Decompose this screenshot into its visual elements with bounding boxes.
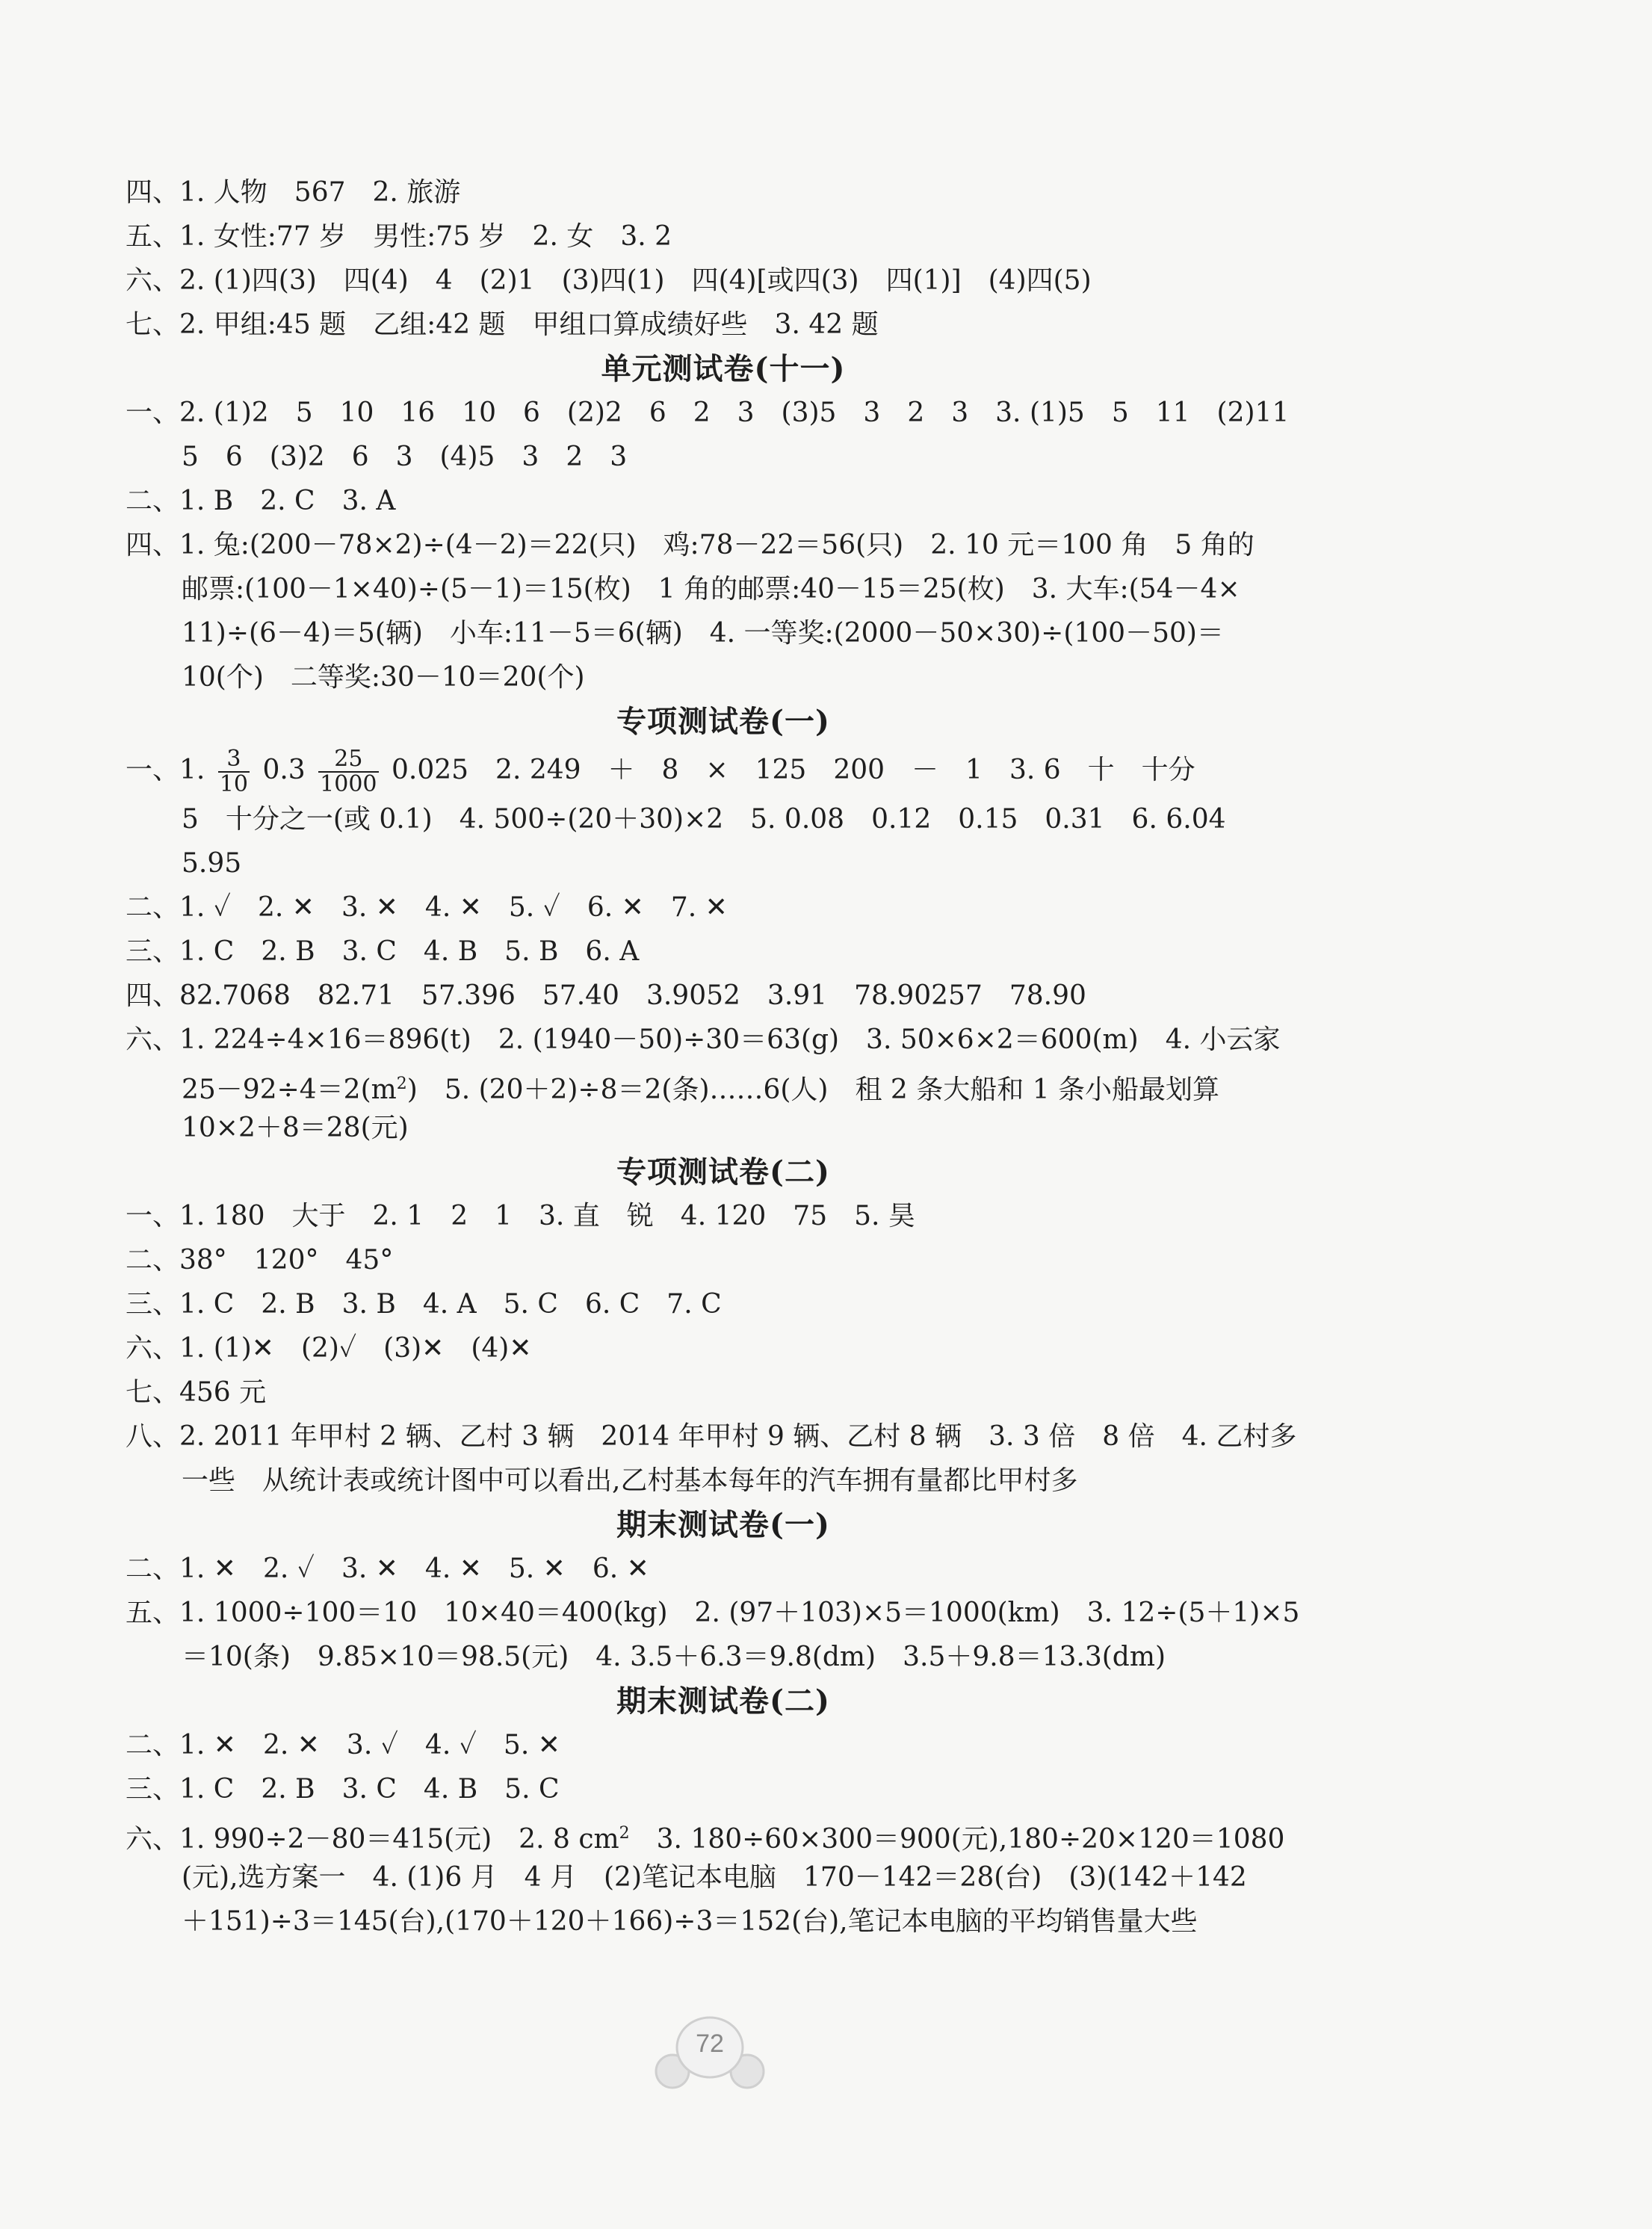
answer-line: 三、1. C 2. B 3. B 4. A 5. C 6. C 7. C (126, 1289, 722, 1320)
answer-line: 一、2. (1)2 5 10 16 10 6 (2)2 6 2 3 (3)5 3 2 3 3. (1)5 5 11 (2)11 (126, 398, 1290, 428)
fraction (318, 747, 378, 797)
answer-line: ＝10(条) 9.85×10＝98.5(元) 4. 3.5＋6.3＝9.8(dm) 3.5＋9.8＝13.3(dm) (182, 1642, 1166, 1672)
answer-line: 四、1. 兔:(200－78×2)÷(4－2)＝22(只) 鸡:78－22＝56(只) 2. 10 元＝100 角 5 角的 (126, 530, 1255, 560)
answer-line: 二、1. B 2. C 3. A (126, 486, 396, 516)
answer-line: 10(个) 二等奖:30－10＝20(个) (182, 662, 585, 693)
answer-line: 四、82.7068 82.71 57.396 57.40 3.9052 3.91 78.90257 78.90 (126, 980, 1086, 1011)
answer-line: 三、1. C 2. B 3. C 4. B 5. C (126, 1774, 560, 1805)
answer-line: 10×2＋8＝28(元) (182, 1113, 409, 1143)
answer-line: 5 十分之一(或 0.1) 4. 500÷(20＋30)×2 5. 0.08 0.12 0.15 0.31 6. 6.04 (182, 804, 1226, 835)
answer-line: 二、1. ✕ 2. ✕ 3. ✓ 4. ✓ 5. ✕ (126, 1730, 560, 1760)
page-number-badge (650, 2010, 770, 2092)
fraction-numerator: 3 (218, 747, 250, 773)
superscript: 2 (619, 1824, 630, 1843)
answer-text: 3. 180÷60×300＝900(元),180÷20×120＝1080 (629, 1824, 1285, 1855)
page-number: 72 (696, 2029, 724, 2058)
answer-line: 八、2. 2011 年甲村 2 辆、乙村 3 辆 2014 年甲村 9 辆、乙村 8 辆 3. 3 倍 8 倍 4. 乙村多 (126, 1421, 1297, 1452)
answer-text: 六、1. 990÷2－80＝415(元) 2. 8 cm (126, 1824, 619, 1855)
fraction (218, 747, 250, 797)
answer-line: 二、1. ✓ 2. ✕ 3. ✕ 4. ✕ 5. ✓ 6. ✕ 7. ✕ (126, 892, 728, 923)
answer-value: 0.3 (262, 755, 306, 785)
superscript: 2 (396, 1075, 407, 1093)
answer-line: 四、1. 人物 567 2. 旅游 (126, 177, 461, 208)
fraction-numerator: 25 (318, 747, 378, 773)
answer-line: 5.95 (182, 848, 242, 879)
answer-line: 二、38° 120° 45° (126, 1245, 394, 1276)
answer-line-with-fractions (126, 743, 1321, 797)
answer-line: 一些 从统计表或统计图中可以看出,乙村基本每年的汽车拥有量都比甲村多 (182, 1465, 1078, 1496)
answer-text: 25－92÷4＝2(m (182, 1075, 397, 1105)
answer-line: 邮票:(100－1×40)÷(5－1)＝15(枚) 1 角的邮票:40－15＝25(枚) 3. 大车:(54－4× (182, 574, 1240, 605)
answer-line (126, 1062, 1321, 1106)
answer-line: 五、1. 女性:77 岁 男性:75 岁 2. 女 3. 2 (126, 221, 672, 252)
answer-line: 六、1. 224÷4×16＝896(t) 2. (1940－50)÷30＝63(g) 3. 50×6×2＝600(m) 4. 小云家 (126, 1024, 1281, 1055)
answer-line: 一、1. 180 大于 2. 1 2 1 3. 直 锐 4. 120 75 5. 昊 (126, 1201, 915, 1231)
answer-line: ＋151)÷3＝145(台),(170＋120＋166)÷3＝152(台),笔记本电脑的平均销售量大些 (182, 1906, 1198, 1937)
answer-line: 六、1. (1)✕ (2)✓ (3)✕ (4)✕ (126, 1333, 532, 1364)
answer-prefix: 一、1. (126, 755, 205, 785)
answer-line: 三、1. C 2. B 3. C 4. B 5. B 6. A (126, 936, 640, 967)
answer-text: ) 5. (20＋2)÷8＝2(条)……6(人) 租 2 条大船和 1 条小船最划算 (406, 1075, 1220, 1105)
section-title: 期末测试卷(二) (616, 1684, 830, 1719)
answer-line: 5 6 (3)2 6 3 (4)5 3 2 3 (182, 442, 628, 472)
answer-line: 六、2. (1)四(3) 四(4) 4 (2)1 (3)四(1) 四(4)[或四(3) 四(1)] (4)四(5) (126, 265, 1092, 296)
section-title: 专项测试卷(二) (616, 1154, 830, 1190)
answer-rest: 0.025 2. 249 ＋ 8 × 125 200 － 1 3. 6 十 十分 (391, 755, 1195, 785)
section-title: 单元测试卷(十一) (601, 351, 846, 386)
fraction-denominator: 1000 (320, 771, 377, 797)
fraction-denominator: 10 (219, 771, 248, 797)
answer-line: 七、456 元 (126, 1377, 267, 1408)
answer-line: 二、1. ✕ 2. ✓ 3. ✕ 4. ✕ 5. ✕ 6. ✕ (126, 1554, 649, 1584)
answer-content (126, 170, 1321, 1944)
answer-line (126, 1811, 1321, 1855)
answer-line: 11)÷(6－4)＝5(辆) 小车:11－5＝6(辆) 4. 一等奖:(2000－50×30)÷(100－50)＝ (182, 618, 1224, 649)
section-title: 专项测试卷(一) (616, 704, 830, 739)
answer-line: (元),选方案一 4. (1)6 月 4 月 (2)笔记本电脑 170－142＝28(台) (3)(142＋142 (182, 1862, 1247, 1893)
section-title: 期末测试卷(一) (616, 1507, 830, 1542)
answer-line: 五、1. 1000÷100＝10 10×40＝400(kg) 2. (97＋103)×5＝1000(km) 3. 12÷(5＋1)×5 (126, 1598, 1300, 1628)
answer-line: 七、2. 甲组:45 题 乙组:42 题 甲组口算成绩好些 3. 42 题 (126, 309, 879, 340)
